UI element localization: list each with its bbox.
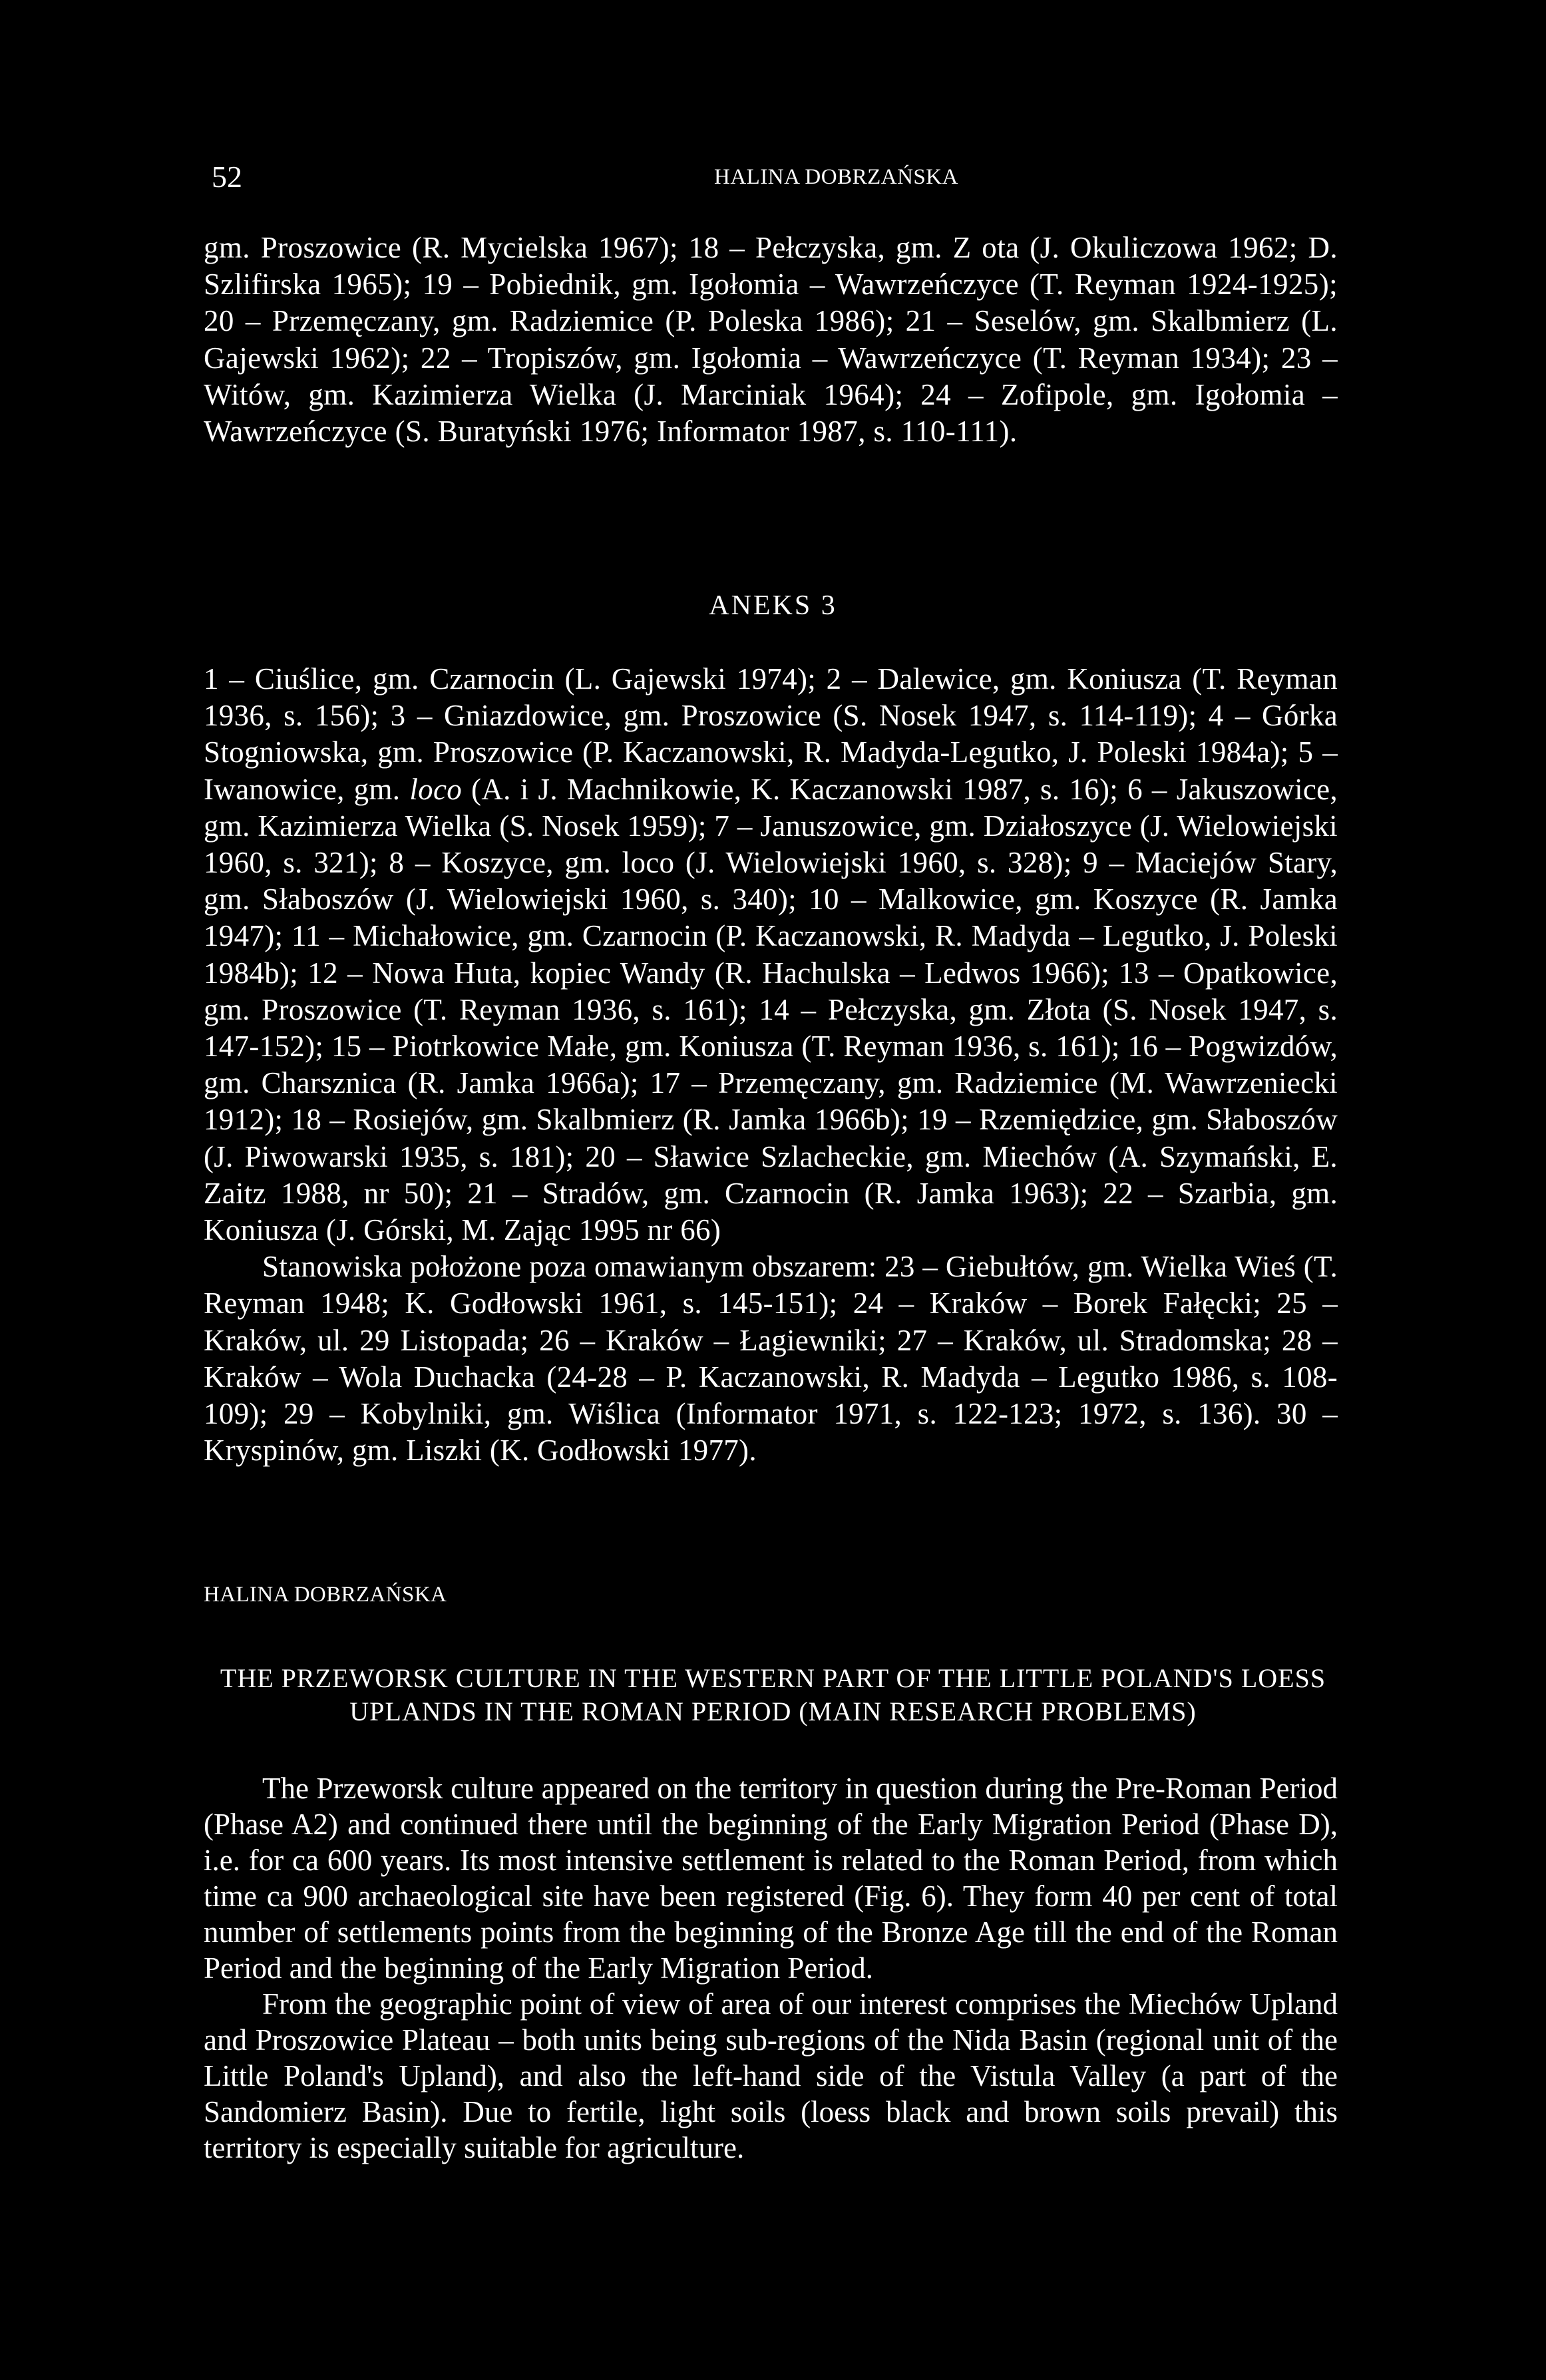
running-head-author: HALINA DOBRZAŃSKA <box>714 165 958 189</box>
appendix-list-text-part2: (A. i J. Machnikowie, K. Kaczanowski 1987, s. 16); 6 – Jakuszowice, gm. Kazimierza Wielka (S. Nosek 1959); 7 – Januszowice, gm. Działoszyce (J. Wielowiejski 1960, s. 321); 8 – Koszyce, gm. loco (J. Wielowiejski 1960, s. 328); 9 – Maciejów Stary, gm. Słaboszów (J. Wielowiejski 1960, s. 340); 10 – Malkowice, gm. Koszyce (R. Jamka 1947); 11 – Michałowice, gm. Czarnocin (P. Kaczanowski, R. Madyda – Legutko, J. Poleski 1984b); 12 – Nowa Huta, kopiec Wandy (R. Hachulska – Ledwos 1966); 13 – Opatkowice, gm. Proszowice (T. Reyman 1936, s. 161); 14 – Pełczyska, gm. Złota (S. Nosek 1947, s. 147-152); 15 – Piotrkowice Małe, gm. Koniusza (T. Reyman 1936, s. 161); 16 – Pogwizdów, gm. Charsznica (R. Jamka 1966a); 17 – Przemęczany, gm. Radziemice (M. Wawrzeniecki 1912); 18 – Rosiejów, gm. Skalbmierz (R. Jamka 1966b); 19 – Rzemiędzice, gm. Słaboszów (J. Piwowarski 1935, s. 181); 20 – Sławice Szlacheckie, gm. Miechów (A. Szymański, E. Zaitz 1988, nr 50); 21 – Stradów, gm. Czarnocin (R. Jamka 1963); 22 – Szarbia, gm. Koniusza (J. Górski, M. Zając 1995 nr 66) <box>204 772 1338 1247</box>
running-head <box>212 157 1343 197</box>
summary-body <box>204 1770 1338 2166</box>
appendix-list-loco-italic: loco <box>409 772 463 806</box>
summary-paragraph-1: The Przeworsk culture appeared on the territory in question during the Pre-Roman Period (Phase A2) and continued there until the beginning of the Early Migration Period (Phase D), i.e. for ca 600 years. Its most intensive settlement is related to the Roman Period, from which time ca 900 archaeological site have been registered (Fig. 6). They form 40 per cent of total number of settlements points from the beginning of the Bronze Age till the end of the Roman Period and the beginning of the Early Migration Period. <box>204 1772 1338 1985</box>
summary-paragraph-2: From the geographic point of view of area of our interest comprises the Miechów Upland and Proszowice Plateau – both units being sub-regions of the Nida Basin (regional unit of the Little Poland's Upland), and also the left-hand side of the Vistula Valley (a part of the Sandomierz Basin). Due to fertile, light soils (loess black and brown soils prevail) this territory is especially suitable for agriculture. <box>204 1987 1338 2164</box>
summary-title-line-2: UPLANDS IN THE ROMAN PERIOD (MAIN RESEARCH PROBLEMS) <box>349 1696 1197 1726</box>
appendix-list-text-part1: 1 – Ciuślice, gm. Czarnocin (L. Gajewski 1974); 2 – Dalewice, gm. Koniusza (T. Reyman 1936, s. 156); 3 – Gniazdowice, gm. Proszowice (S. Nosek 1947, s. 114-119); 4 – Górka Stogniowska, gm. Proszowice (P. Kaczanowski, R. Madyda-Legutko, J. Poleski 1984a); 5 – Iwanowice, gm. <box>204 662 1338 806</box>
appendix-list-paragraph <box>204 661 1338 1249</box>
summary-title-line-1: THE PRZEWORSK CULTURE IN THE WESTERN PART OF THE LITTLE POLAND'S LOESS <box>220 1663 1326 1693</box>
appendix-heading: ANEKS 3 <box>709 590 837 621</box>
summary-title <box>0 1662 1546 1728</box>
summary-author: HALINA DOBRZAŃSKA <box>204 1583 447 1607</box>
appendix-outside-sites-paragraph: Stanowiska położone poza omawianym obszarem: 23 – Giebułtów, gm. Wielka Wieś (T. Reyman 1948; K. Godłowski 1961, s. 145-151); 24 – Kraków – Borek Fałęcki; 25 – Kraków, ul. 29 Listopada; 26 – Kraków – Łagiewniki; 27 – Kraków, ul. Stradomska; 28 – Kraków – Wola Duchacka (24-28 – P. Kaczanowski, R. Madyda – Legutko 1986, s. 108-109); 29 – Kobylniki, gm. Wiślica (Informator 1971, s. 122-123; 1972, s. 136). 30 – Kryspinów, gm. Liszki (K. Godłowski 1977). <box>204 1250 1338 1468</box>
site-list-paragraph: gm. Proszowice (R. Mycielska 1967); 18 – Pełczyska, gm. Z ota (J. Okuliczowa 1962; D. Szlifirska 1965); 19 – Pobiednik, gm. Igołomia – Wawrzeńczyce (T. Reyman 1924-1925); 20 – Przemęczany, gm. Radziemice (P. Poleska 1986); 21 – Seselów, gm. Skalbmierz (L. Gajewski 1962); 22 – Tropiszów, gm. Igołomia – Wawrzeńczyce (T. Reyman 1934); 23 – Witów, gm. Kazimierza Wielka (J. Marciniak 1964); 24 – Zofipole, gm. Igołomia – Wawrzeńczyce (S. Buratyński 1976; Informator 1987, s. 110-111). <box>204 231 1338 449</box>
appendix-site-list <box>204 661 1338 1469</box>
site-list-continuation <box>204 230 1338 450</box>
page-number: 52 <box>212 160 242 194</box>
